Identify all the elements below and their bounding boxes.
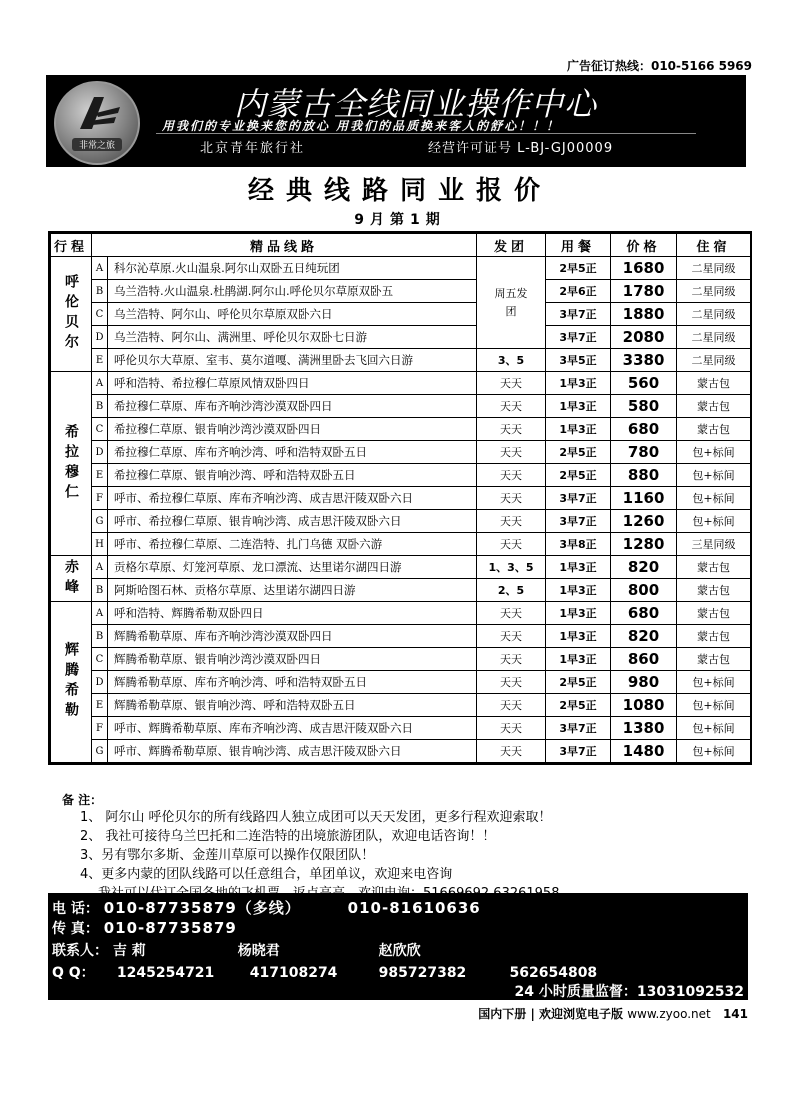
banner-divider [156,133,696,134]
lodging-cell: 二星同级 [677,280,751,303]
departure-cell: 天天 [477,441,546,464]
route-code: B [92,625,108,648]
table-row [51,579,751,602]
lodging-cell: 蒙古包 [677,625,751,648]
price-cell: 1680 [611,257,677,280]
price-cell: 1260 [611,510,677,533]
departure-cell: 天天 [477,625,546,648]
price-cell: 820 [611,556,677,579]
table-row [51,372,751,395]
route-code: E [92,464,108,487]
contact-person: 赵欣欣 [378,943,421,959]
route-name: 辉腾希勒草原、库布齐响沙湾、呼和浩特双卧五日 [108,671,477,694]
price-cell: 1780 [611,280,677,303]
lodging-cell: 蒙古包 [677,579,751,602]
table-row [51,556,751,579]
qq-number: 562654808 [509,965,598,981]
lodging-cell: 蒙古包 [677,556,751,579]
note-item: 2、 我社可接待乌兰巴托和二连浩特的出境旅游团队，欢迎电话咨询！！ [80,829,496,844]
lodging-cell: 二星同级 [677,303,751,326]
region-cell: 呼伦贝尔 [51,257,92,372]
departure-cell: 天天 [477,740,546,763]
route-name: 辉腾希勒草原、库布齐响沙湾沙漠双卧四日 [108,625,477,648]
meal-cell: 3早7正 [546,303,611,326]
price-cell: 580 [611,395,677,418]
route-code: G [92,740,108,763]
meal-cell: 1早3正 [546,418,611,441]
lodging-cell: 包+标间 [677,487,751,510]
route-name: 呼伦贝尔大草原、室韦、莫尔道嘎、满洲里卧去飞回六日游 [108,349,477,372]
issue-label: 9月第1期 [354,212,446,228]
price-cell: 860 [611,648,677,671]
route-code: D [92,326,108,349]
lodging-cell: 包+标间 [677,464,751,487]
route-code: A [92,602,108,625]
meal-cell: 1早3正 [546,579,611,602]
departure-cell: 2、5 [477,579,546,602]
lodging-cell: 二星同级 [677,349,751,372]
meal-cell: 3早5正 [546,349,611,372]
route-code: E [92,694,108,717]
price-cell: 980 [611,671,677,694]
notes-header: 备 注： [62,793,103,807]
route-code: E [92,349,108,372]
route-name: 希拉穆仁草原、银肯响沙湾沙漠双卧四日 [108,418,477,441]
route-name: 辉腾希勒草原、银肯响沙湾沙漠双卧四日 [108,648,477,671]
fax-label: 传 真： [52,921,99,937]
lodging-cell: 包+标间 [677,740,751,763]
departure-cell: 周五发团 [477,257,546,349]
meal-cell: 1早3正 [546,625,611,648]
meal-cell: 1早3正 [546,648,611,671]
price-cell: 800 [611,579,677,602]
price-cell: 680 [611,602,677,625]
table-row [51,602,751,625]
company-name: 北京青年旅行社 [200,141,306,156]
page-title: 经典线路同业报价 [247,176,552,206]
route-name: 辉腾希勒草原、银肯响沙湾、呼和浩特双卧五日 [108,694,477,717]
price-cell: 560 [611,372,677,395]
departure-cell: 天天 [477,648,546,671]
route-name: 呼市、希拉穆仁草原、库布齐响沙湾、成吉思汗陵双卧六日 [108,487,477,510]
price-cell: 780 [611,441,677,464]
meal-cell: 3早7正 [546,717,611,740]
lodging-cell: 蒙古包 [677,418,751,441]
route-code: C [92,303,108,326]
note-item: 1、 阿尔山 呼伦贝尔的所有线路四人独立成团可以天天发团，更多行程欢迎索取！ [80,810,552,825]
price-cell: 1380 [611,717,677,740]
meal-cell: 3早7正 [546,487,611,510]
runner-logo-icon [70,93,124,133]
table-row [51,280,751,303]
region-cell: 辉腾希勒 [51,602,92,763]
qq-number: 417108274 [249,965,338,981]
route-code: C [92,418,108,441]
phone-label: 电 话： [52,901,99,917]
route-code: D [92,671,108,694]
table-header-row [51,234,751,257]
route-code: B [92,395,108,418]
route-name: 乌兰浩特、阿尔山、满洲里、呼伦贝尔双卧七日游 [108,326,477,349]
route-code: G [92,510,108,533]
departure-cell: 天天 [477,533,546,556]
route-name: 希拉穆仁草原、银肯响沙湾、呼和浩特双卧五日 [108,464,477,487]
note-item: 3、另有鄂尔多斯、金莲川草原可以操作仅限团队！ [80,848,375,863]
price-cell: 1880 [611,303,677,326]
price-cell: 3380 [611,349,677,372]
lodging-cell: 二星同级 [677,326,751,349]
meal-cell: 2早6正 [546,280,611,303]
meal-cell: 2早5正 [546,671,611,694]
logo-caption: 非常之旅 [72,138,122,151]
route-code: A [92,556,108,579]
price-cell: 880 [611,464,677,487]
route-name: 贡格尔草原、灯笼河草原、龙口漂流、达里诺尔湖四日游 [108,556,477,579]
region-cell: 希拉穆仁 [51,372,92,556]
page-footer [478,1005,748,1022]
meal-cell: 3早8正 [546,533,611,556]
route-name: 呼和浩特、希拉穆仁草原风情双卧四日 [108,372,477,395]
people-row [52,940,421,960]
departure-cell: 天天 [477,510,546,533]
header-cell: 发团 [477,234,546,257]
header-cell: 行程 [51,234,92,257]
route-code: A [92,372,108,395]
lodging-cell: 二星同级 [677,257,751,280]
region-cell: 赤峰 [51,556,92,602]
table-row [51,257,751,280]
table-row [51,441,751,464]
header-cell: 住宿 [677,234,751,257]
supervision-line: 24 小时质量监督：13031092532 [514,984,744,1000]
route-code: F [92,717,108,740]
price-cell: 2080 [611,326,677,349]
footer-url[interactable]: www.zyoo.net [627,1007,711,1021]
phone-number-2: 010-81610636 [347,899,481,917]
lodging-cell: 蒙古包 [677,648,751,671]
meal-cell: 2早5正 [546,257,611,280]
meal-cell: 1早3正 [546,556,611,579]
route-name: 呼市、希拉穆仁草原、银肯响沙湾、成吉思汗陵双卧六日 [108,510,477,533]
route-code: A [92,257,108,280]
lodging-cell: 包+标间 [677,671,751,694]
license-number: 经营许可证号 L-BJ-GJ00009 [428,141,614,156]
table-row [51,533,751,556]
table-row [51,671,751,694]
contact-block [48,893,748,1000]
table-row [51,303,751,326]
departure-cell: 1、3、5 [477,556,546,579]
qq-number: 1245254721 [116,965,215,981]
fax-number: 010-87735879 [103,919,237,937]
people-label: 联系人： [52,943,108,959]
qq-label: Q Q： [52,965,95,981]
meal-cell: 1早3正 [546,372,611,395]
table-row [51,464,751,487]
departure-cell: 天天 [477,464,546,487]
lodging-cell: 包+标间 [677,441,751,464]
route-name: 呼市、辉腾希勒草原、银肯响沙湾、成吉思汗陵双卧六日 [108,740,477,763]
contact-person: 吉 莉 [112,943,146,959]
route-name: 乌兰浩特.火山温泉.杜鹃湖.阿尔山.呼伦贝尔草原双卧五 [108,280,477,303]
meal-cell: 1早3正 [546,602,611,625]
table-row [51,349,751,372]
lodging-cell: 蒙古包 [677,602,751,625]
departure-cell: 天天 [477,671,546,694]
table-row [51,487,751,510]
meal-cell: 3早7正 [546,740,611,763]
departure-cell: 天天 [477,418,546,441]
departure-cell: 天天 [477,395,546,418]
meal-cell: 1早3正 [546,395,611,418]
notes-section [62,791,762,903]
route-name: 希拉穆仁草原、库布齐响沙湾、呼和浩特双卧五日 [108,441,477,464]
route-name: 科尔沁草原.火山温泉.阿尔山双卧五日纯玩团 [108,257,477,280]
ad-hotline: 广告征订热线：010-5166 5969 [566,59,752,73]
contact-person: 杨晓君 [237,943,280,959]
header-banner [46,75,746,167]
lodging-cell: 包+标间 [677,510,751,533]
route-name: 呼市、辉腾希勒草原、库布齐响沙湾、成吉思汗陵双卧六日 [108,717,477,740]
meal-cell: 2早5正 [546,464,611,487]
price-cell: 1280 [611,533,677,556]
departure-cell: 天天 [477,602,546,625]
route-name: 呼和浩特、辉腾希勒双卧四日 [108,602,477,625]
table-row [51,418,751,441]
route-code: B [92,579,108,602]
route-name: 希拉穆仁草原、库布齐响沙湾沙漠双卧四日 [108,395,477,418]
meal-cell: 3早7正 [546,510,611,533]
departure-cell: 天天 [477,694,546,717]
departure-cell: 天天 [477,372,546,395]
route-code: H [92,533,108,556]
table-row [51,740,751,763]
price-cell: 1160 [611,487,677,510]
table-row [51,395,751,418]
qq-row [52,962,597,982]
agency-logo [54,81,140,165]
header-cell: 用餐 [546,234,611,257]
meal-cell: 2早5正 [546,694,611,717]
table-row [51,717,751,740]
meal-cell: 3早7正 [546,326,611,349]
price-cell: 1480 [611,740,677,763]
departure-cell: 天天 [477,487,546,510]
table-row [51,694,751,717]
lodging-cell: 蒙古包 [677,372,751,395]
header-cell: 精品线路 [92,234,477,257]
fax-row [52,918,237,938]
lodging-cell: 蒙古包 [677,395,751,418]
note-item: 4、更多内蒙的团队线路可以任意组合，单团单议，欢迎来电咨询 [80,867,453,882]
price-cell: 820 [611,625,677,648]
table-row [51,648,751,671]
price-cell: 680 [611,418,677,441]
table-row [51,326,751,349]
lodging-cell: 三星同级 [677,533,751,556]
price-cell: 1080 [611,694,677,717]
header-cell: 价格 [611,234,677,257]
departure-cell: 3、5 [477,349,546,372]
lodging-cell: 包+标间 [677,717,751,740]
route-code: D [92,441,108,464]
banner-slogan: 用我们的专业换来您的放心 用我们的品质换来客人的舒心！！！ [162,119,561,133]
phone-number: 010-87735879（多线） [103,899,301,917]
route-name: 乌兰浩特、阿尔山、呼伦贝尔草原双卧六日 [108,303,477,326]
qq-number: 985727382 [378,965,467,981]
route-code: F [92,487,108,510]
phone-row [52,897,481,918]
footer-text: 国内下册 | 欢迎浏览电子版 [478,1007,624,1021]
departure-cell: 天天 [477,717,546,740]
route-code: B [92,280,108,303]
banner-title: 内蒙古全线同业操作中心 [234,85,598,123]
route-code: C [92,648,108,671]
route-name: 呼市、希拉穆仁草原、二连浩特、扎门乌德 双卧六游 [108,533,477,556]
meal-cell: 2早5正 [546,441,611,464]
table-row [51,625,751,648]
route-name: 阿斯哈图石林、贡格尔草原、达里诺尔湖四日游 [108,579,477,602]
price-table [48,231,752,765]
page-number: 141 [722,1007,748,1021]
table-row [51,510,751,533]
lodging-cell: 包+标间 [677,694,751,717]
